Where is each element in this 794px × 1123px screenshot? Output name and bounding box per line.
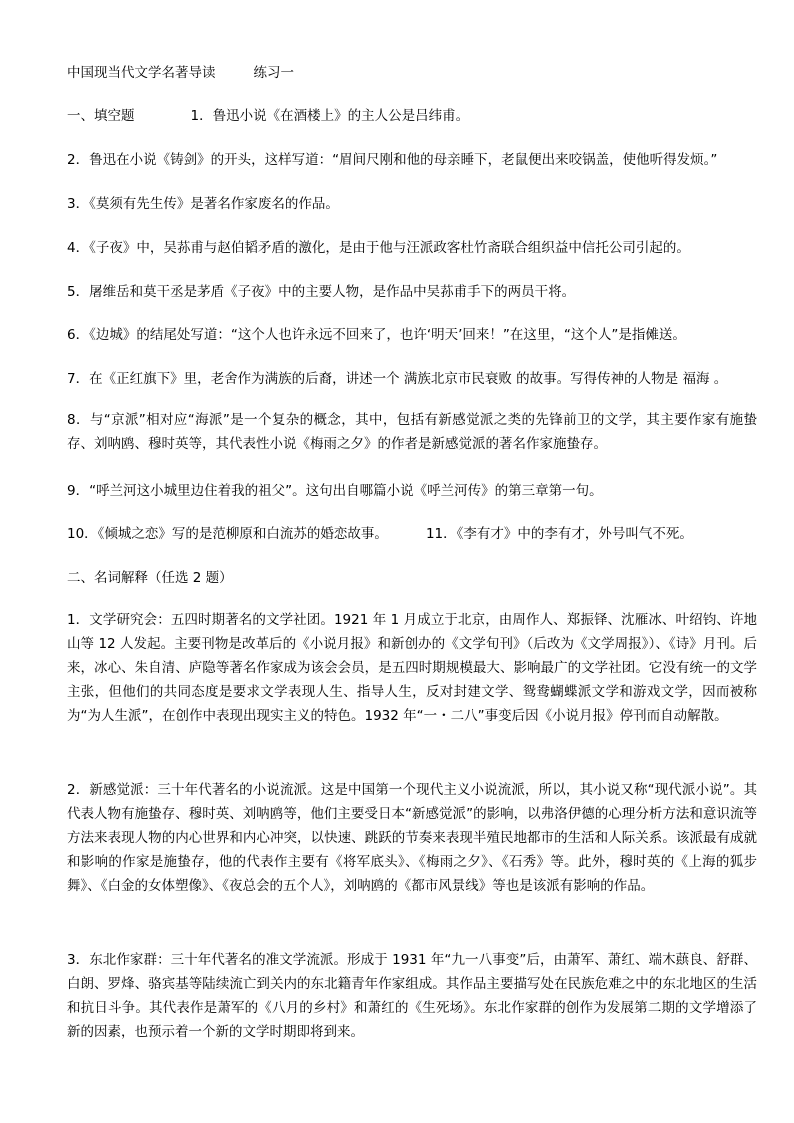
question-4: 4．《子夜》中，吴荪甫与赵伯韬矛盾的激化，是由于他与汪派政客杜竹斋联合组织益中信托公司引起的。 xyxy=(67,240,690,256)
question-1: 1．鲁迅小说《在酒楼上》的主人公是吕纬甫。 xyxy=(190,108,470,124)
term-1-literary-research-society: 1．文学研究会：五四时期著名的文学社团。1921 年 1 月成立于北京，由周作人、郑振铎、沈雁冰、叶绍钧、许地山等 12 人发起。主要刊物是改革后的《小说月报》和新创办的《文学旬刊》（后改为《文学周报》）、《诗》月刊。后来，冰心、朱自清、庐隐等著名作家成为该会会员，是五四时期规模最大、影响最广的文学社团。它没有统一的文学主张，但他们的共同态度是要求文学表现人生、指导人生，反对封建文学、鸳鸯蝴蝶派文学和游戏文学，因而被称为“为人生派”，在创作中表现出现实主义的特色。1932 年“一・二八”事变后因《小说月报》停刊而自动解散。 xyxy=(67,612,757,724)
fill-blank-first-line xyxy=(67,107,469,125)
question-11: 11．《李有才》中的李有才，外号叫气不死。 xyxy=(425,526,693,542)
term-2-new-sensationism: 2．新感觉派：三十年代著名的小说流派。这是中国第一个现代主义小说流派，所以，其小说又称“现代派小说”。其代表人物有施蛰存、穆时英、刘呐鸥等，他们主要受日本“新感觉派”的影响，以弗洛伊德的心理分析方法和意识流等方法来表现人物的内心世界和内心冲突，以快速、跳跃的节奏来表现半殖民地都市的生活和人际关系。该派最有成就和影响的作家是施蛰存，他的代表作主要有《将军底头》、《梅雨之夕》、《石秀》等。此外，穆时英的《上海的狐步舞》、《白金的女体塑像》、《夜总会的五个人》，刘呐鸥的《都市风景线》等也是该派有影响的作品。 xyxy=(67,782,757,894)
exercise-label: 练习一 xyxy=(253,65,294,81)
question-3: 3．《莫须有先生传》是著名作家废名的作品。 xyxy=(67,196,339,212)
questions-10-11-line xyxy=(67,525,693,543)
question-8: 8．与“京派”相对应“海派”是一个复杂的概念，其中，包括有新感觉派之类的先锋前卫的文学，其主要作家有施蛰存、刘呐鸥、穆时英等，其代表性小说《梅雨之夕》的作者是新感觉派的著名作家施蛰存。 xyxy=(67,412,757,452)
term-3-northeast-writers: 3．东北作家群：三十年代著名的准文学流派。形成于 1931 年“九一八事变”后，由萧军、萧红、端木蕻良、舒群、白朗、罗烽、骆宾基等陆续流亡到关内的东北籍青年作家组成。其作品主要描写处在民族危难之中的东北地区的生活和抗日斗争。其代表作是萧军的《八月的乡村》和萧红的《生死场》。东北作家群的创作为发展第二期的文学增添了新的因素，也预示着一个新的文学时期即将到来。 xyxy=(67,952,757,1040)
question-5: 5．屠维岳和莫干丞是茅盾《子夜》中的主要人物，是作品中吴荪甫手下的两员干将。 xyxy=(67,284,576,300)
section-heading-terms: 二、名词解释（任选 2 题） xyxy=(67,570,233,586)
document-title-line xyxy=(67,64,294,82)
document-title: 中国现当代文学名著导读 xyxy=(67,65,216,81)
question-2: 2．鲁迅在小说《铸剑》的开头，这样写道：“眉间尺刚和他的母亲睡下，老鼠便出来咬锅盖，使他听得发烦。” xyxy=(67,152,718,168)
question-6: 6．《边城》的结尾处写道：“这个人也许永远不回来了，也许‘明天’回来！”在这里，“这个人”是指傩送。 xyxy=(67,327,686,343)
section-heading-fill-blank: 一、填空题 xyxy=(67,108,135,124)
question-10: 10．《倾城之恋》写的是范柳原和白流苏的婚恋故事。 xyxy=(67,526,388,542)
question-9: 9．“呼兰河这小城里边住着我的祖父”。这句出自哪篇小说《呼兰河传》的第三章第一句。 xyxy=(67,483,603,499)
question-7: 7．在《正红旗下》里，老舍作为满族的后裔，讲述一个 满族北京市民衰败 的故事。写得传神的人物是 福海 。 xyxy=(67,371,728,387)
